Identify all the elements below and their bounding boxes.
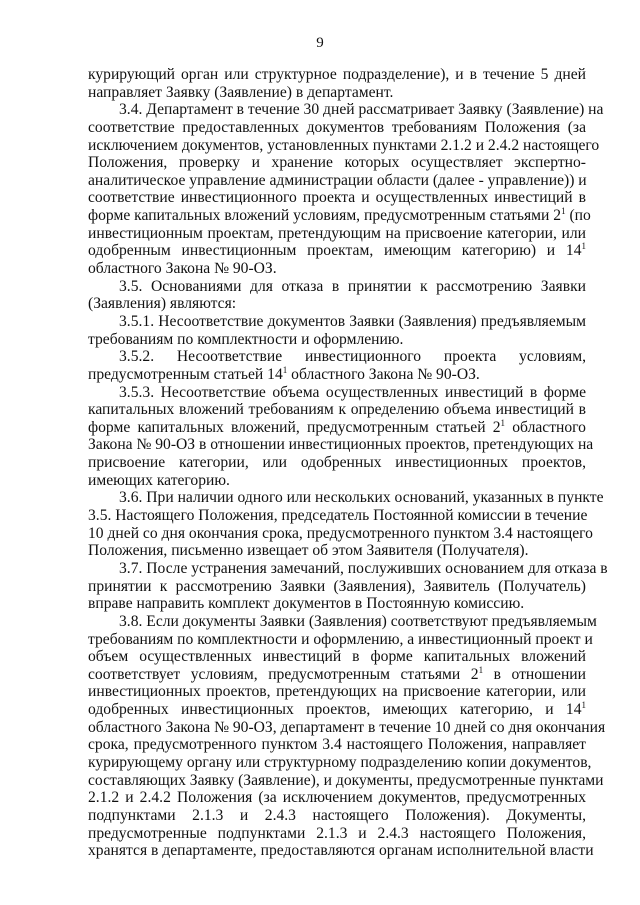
text-line: направляет Заявку (Заявление) в департамент. [88,83,394,101]
text-line: подпунктами 2.1.3 и 2.4.3 настоящего Положения). Документы, [88,806,586,824]
text-line: 3.5.2. Несоответствие инвестиционного проекта условиям, [119,348,586,366]
text-line: форме капитальных вложений условиям, предусмотренным статьями $2^1$ (по [88,206,591,225]
text-line: срока, предусмотренного пунктом 3.4 настоящего Положения, направляет [88,736,586,754]
text-line: (Заявления) являются: [88,295,237,313]
document-body [88,66,608,860]
text-line: 3.4. Департамент в течение 30 дней рассматривает Заявку (Заявление) на [119,101,604,119]
text-line: областного Закона № 90-ОЗ, департамент в течение 10 дней со дня окончания [88,718,606,736]
text-line: присвоение категории, или одобренных инвестиционных проектов, [88,454,586,472]
text-line: инвестиционных проектов, претендующих на присвоение категории, или [88,683,586,701]
text-line: соответствует условиям, предусмотренным статьями $2^1$ в отношении [88,664,586,683]
text-line: требованиям по комплектности и оформлению, а инвестиционный проект и [88,630,593,648]
paragraph-p38 [88,612,606,860]
text-line: одобренным инвестиционным проектам, имеющим категорию) и $14^1$ [88,241,586,260]
text-line: объем осуществленных инвестиций в форме капитальных вложений [88,648,586,666]
paragraph-p35 [88,278,586,313]
paragraph-p351 [88,313,586,348]
text-line: 3.6. При наличии одного или нескольких оснований, указанных в пункте [119,489,604,507]
paragraph-p36 [88,489,604,560]
text-line: 3.5.1. Несоответствие документов Заявки (Заявления) предъявляемым [119,312,586,330]
text-line: областного Закона № 90-ОЗ. [88,260,277,278]
text-line: Положения, проверку и хранение которых осуществляет экспертно- [88,154,586,172]
text-line: требованиям по комплектности и оформлению. [88,330,404,348]
text-line: курирующий орган или структурное подразделение), и в течение 5 дней [88,66,586,83]
text-line: предусмотренные подпунктами 2.1.3 и 2.4.3 настоящего Положения, [88,824,586,842]
text-line: инвестиционным проектам, претендующим на присвоение категории, или [88,224,586,242]
text-line: исключением документов, установленных пунктами 2.1.2 и 2.4.2 настоящего [88,136,600,154]
text-line: 3.7. После устранения замечаний, послуживших основанием для отказа в [119,559,608,577]
text-line: составляющих Заявку (Заявление), и документы, предусмотренные пунктами [88,771,604,789]
text-line: 3.5.3. Несоответствие объема осуществленных инвестиций в форме [119,383,586,401]
text-line: 10 дней со дня окончания срока, предусмотренного пунктом 3.4 настоящего [88,524,593,542]
paragraph-p34 [88,101,604,278]
text-line: вправе направить комплект документов в Постоянную комиссию. [88,595,525,613]
text-line: Закона № 90-ОЗ в отношении инвестиционных проектов, претендующих на [88,436,594,454]
text-line: Положения, письменно извещает об этом Заявителя (Получателя). [88,542,529,560]
text-line: курирующему органу или структурному подразделению копии документов, [88,753,592,771]
paragraph-p37 [88,559,608,613]
text-line: аналитическое управление администрации области (далее - управление)) и [88,171,587,189]
text-line: предусмотренным статьей $14^1$ областного Закона № 90-ОЗ. [88,364,480,383]
text-line: принятии к рассмотрению Заявки (Заявления), Заявитель (Получатель) [88,577,586,595]
text-line: 3.5. Настоящего Положения, председатель Постоянной комиссии в течение [88,507,588,525]
text-line: 2.1.2 и 2.4.2 Положения (за исключением документов, предусмотренных [88,789,586,807]
text-line: 3.8. Если документы Заявки (Заявления) соответствуют предъявляемым [119,612,597,630]
text-line: имеющих категорию. [88,471,230,489]
text-line: одобренных инвестиционных проектов, имеющих категорию, и $14^1$ [88,700,586,719]
text-line: соответствие инвестиционного проекта и осуществленных инвестиций в [88,189,586,207]
text-line: форме капитальных вложений, предусмотренным статьей $2^1$ областного [88,417,586,436]
page-number: 9 [316,35,324,51]
text-line: соответствие предоставленных документов требованиям Положения (за [88,118,586,136]
text-line: капитальных вложений требованиям к определению объема инвестиций в [88,401,586,419]
text-line: 3.5. Основаниями для отказа в принятии к рассмотрению Заявки [119,277,586,295]
text-line: хранятся в департаменте, предоставляются органам исполнительной власти [88,842,594,860]
paragraph-p352 [88,348,586,383]
paragraph-p353 [88,383,594,490]
paragraph-p0 [88,66,586,101]
